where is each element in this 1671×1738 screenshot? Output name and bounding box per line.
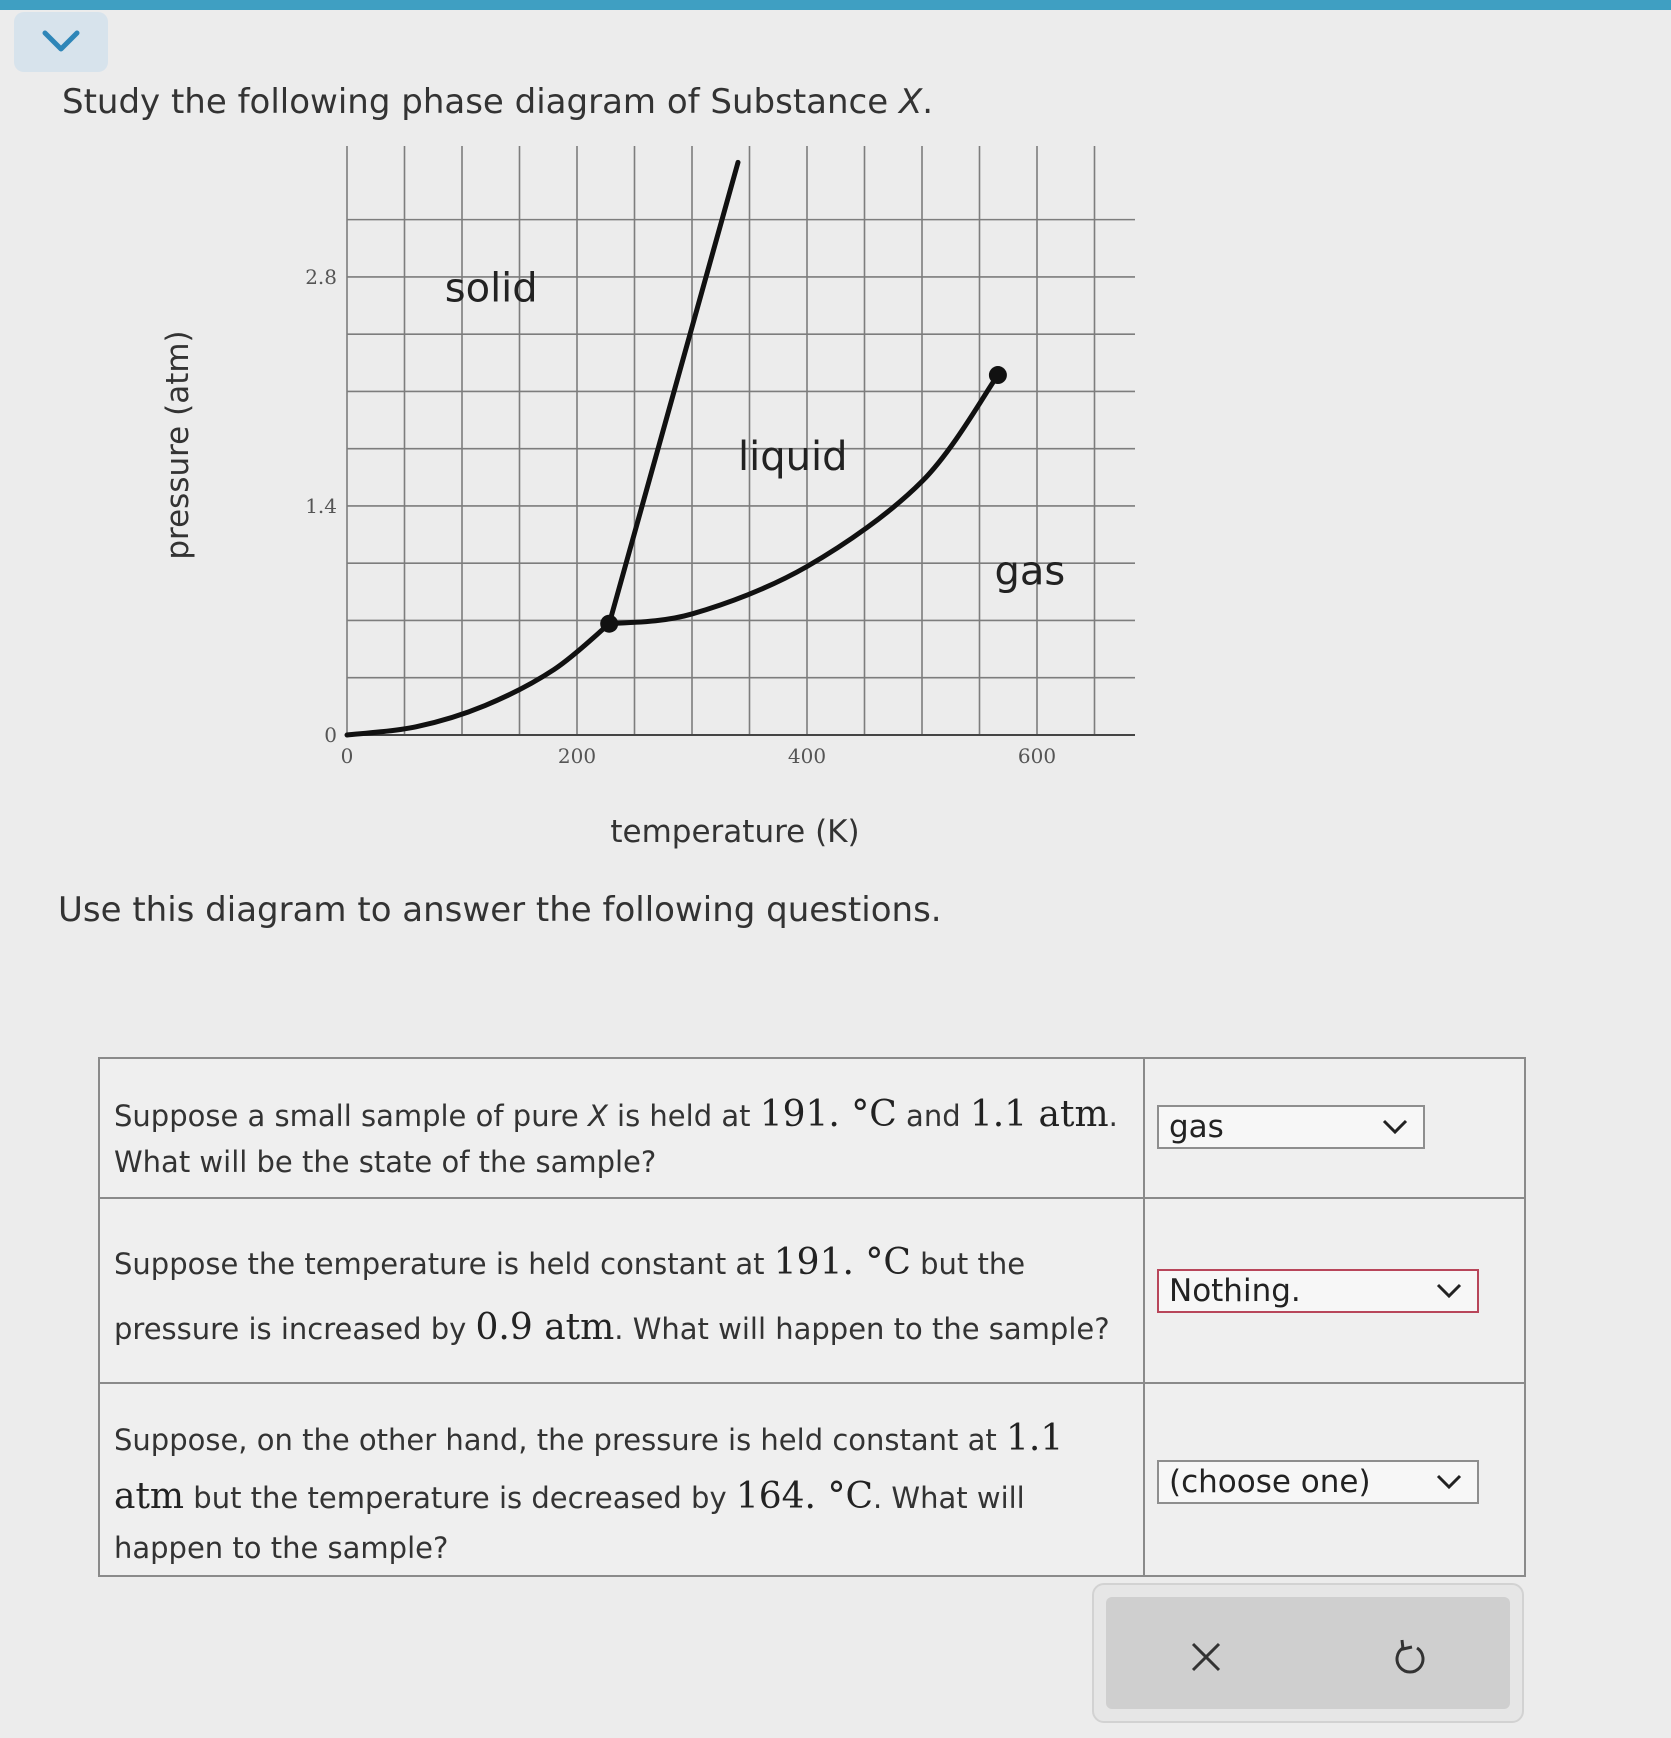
q3-text-a: Suppose, on the other hand, the pressure is held constant at (114, 1423, 1006, 1457)
phase-diagram (130, 140, 1150, 870)
q2-text-a: Suppose the temperature is held constant at (114, 1247, 774, 1281)
answer-3-cell (1145, 1384, 1524, 1575)
y-tick-label: 2.8 (305, 264, 337, 289)
x-tick-label: 400 (787, 744, 827, 768)
x-tick-label: 0 (340, 744, 354, 768)
chevron-down-icon (1435, 1282, 1463, 1300)
melting-curve (609, 162, 738, 623)
prompt-text (62, 82, 933, 122)
chart-axes (305, 265, 1135, 768)
triple-point (600, 615, 618, 633)
q1-text-a: Suppose a small sample of pure (114, 1099, 588, 1133)
q1-text-b: is held at (607, 1099, 760, 1133)
close-icon (1188, 1639, 1224, 1675)
answer-1-value: gas (1169, 1109, 1224, 1145)
q1-text-c: and (896, 1099, 970, 1133)
prompt-prefix: Study the following phase diagram of Substance (62, 82, 899, 122)
q3-temperature: 164. °C (735, 1475, 873, 1517)
q3-pressure: 1.1 atm (114, 1418, 1064, 1517)
chevron-down-icon (1381, 1118, 1409, 1136)
x-tick-label: 600 (1017, 744, 1057, 768)
region-label-liquid: liquid (738, 433, 848, 480)
question-1-cell (100, 1059, 1145, 1199)
substance-variable: X (898, 82, 923, 122)
top-accent-bar (0, 0, 1671, 10)
question-1-text (114, 1089, 1125, 1183)
region-label-gas: gas (994, 548, 1066, 595)
question-3-text (114, 1410, 1125, 1572)
answer-1-select[interactable] (1157, 1105, 1425, 1149)
region-label-solid: solid (444, 265, 538, 312)
critical-point (989, 366, 1007, 384)
x-tick-label: 200 (557, 744, 597, 768)
collapse-button[interactable] (14, 12, 108, 72)
y-tick-label: 1.4 (305, 493, 337, 518)
reset-button[interactable] (1380, 1627, 1440, 1687)
x-axis-label: temperature (K) (610, 814, 860, 850)
q1-text-e: What will be the state of the sample? (114, 1145, 657, 1180)
q1-variable: X (587, 1099, 608, 1133)
y-axis-label: pressure (atm) (160, 330, 196, 560)
clear-button[interactable] (1176, 1627, 1236, 1687)
answer-1-cell (1145, 1059, 1524, 1199)
answer-2-select[interactable] (1157, 1269, 1479, 1313)
chart-labels (160, 265, 1065, 850)
instructions-text: Use this diagram to answer the following questions. (58, 890, 942, 930)
chevron-down-icon (1435, 1473, 1463, 1491)
action-panel (1092, 1583, 1524, 1723)
q3-text-b: but the temperature is decreased by (184, 1480, 736, 1515)
q2-pressure: 0.9 atm (475, 1306, 615, 1348)
action-bar (1106, 1597, 1510, 1709)
q1-text-d: . (1108, 1099, 1118, 1133)
question-2-cell (100, 1199, 1145, 1384)
chevron-down-icon (41, 29, 81, 55)
phase-diagram-svg (130, 140, 1150, 870)
q2-temperature: 191. °C (773, 1242, 911, 1283)
q2-text-b: but the pressure is increased by (114, 1247, 1026, 1346)
q1-temperature: 191. °C (759, 1094, 897, 1135)
question-2-text (114, 1231, 1125, 1361)
answer-2-cell (1145, 1199, 1524, 1384)
prompt-suffix: . (922, 82, 934, 122)
answer-3-select[interactable] (1157, 1460, 1479, 1504)
q2-text-c: . What will happen to the sample? (614, 1311, 1110, 1346)
undo-icon (1390, 1637, 1430, 1677)
q1-pressure: 1.1 atm (969, 1094, 1109, 1135)
answer-3-value: (choose one) (1169, 1464, 1371, 1500)
question-table (98, 1057, 1526, 1577)
answer-2-value: Nothing. (1169, 1273, 1301, 1309)
q3-text-c: . What will happen to the sample? (114, 1480, 1025, 1566)
question-3-cell (100, 1384, 1145, 1575)
sublimation-curve (347, 624, 609, 735)
y-tick-label: 0 (324, 723, 337, 747)
